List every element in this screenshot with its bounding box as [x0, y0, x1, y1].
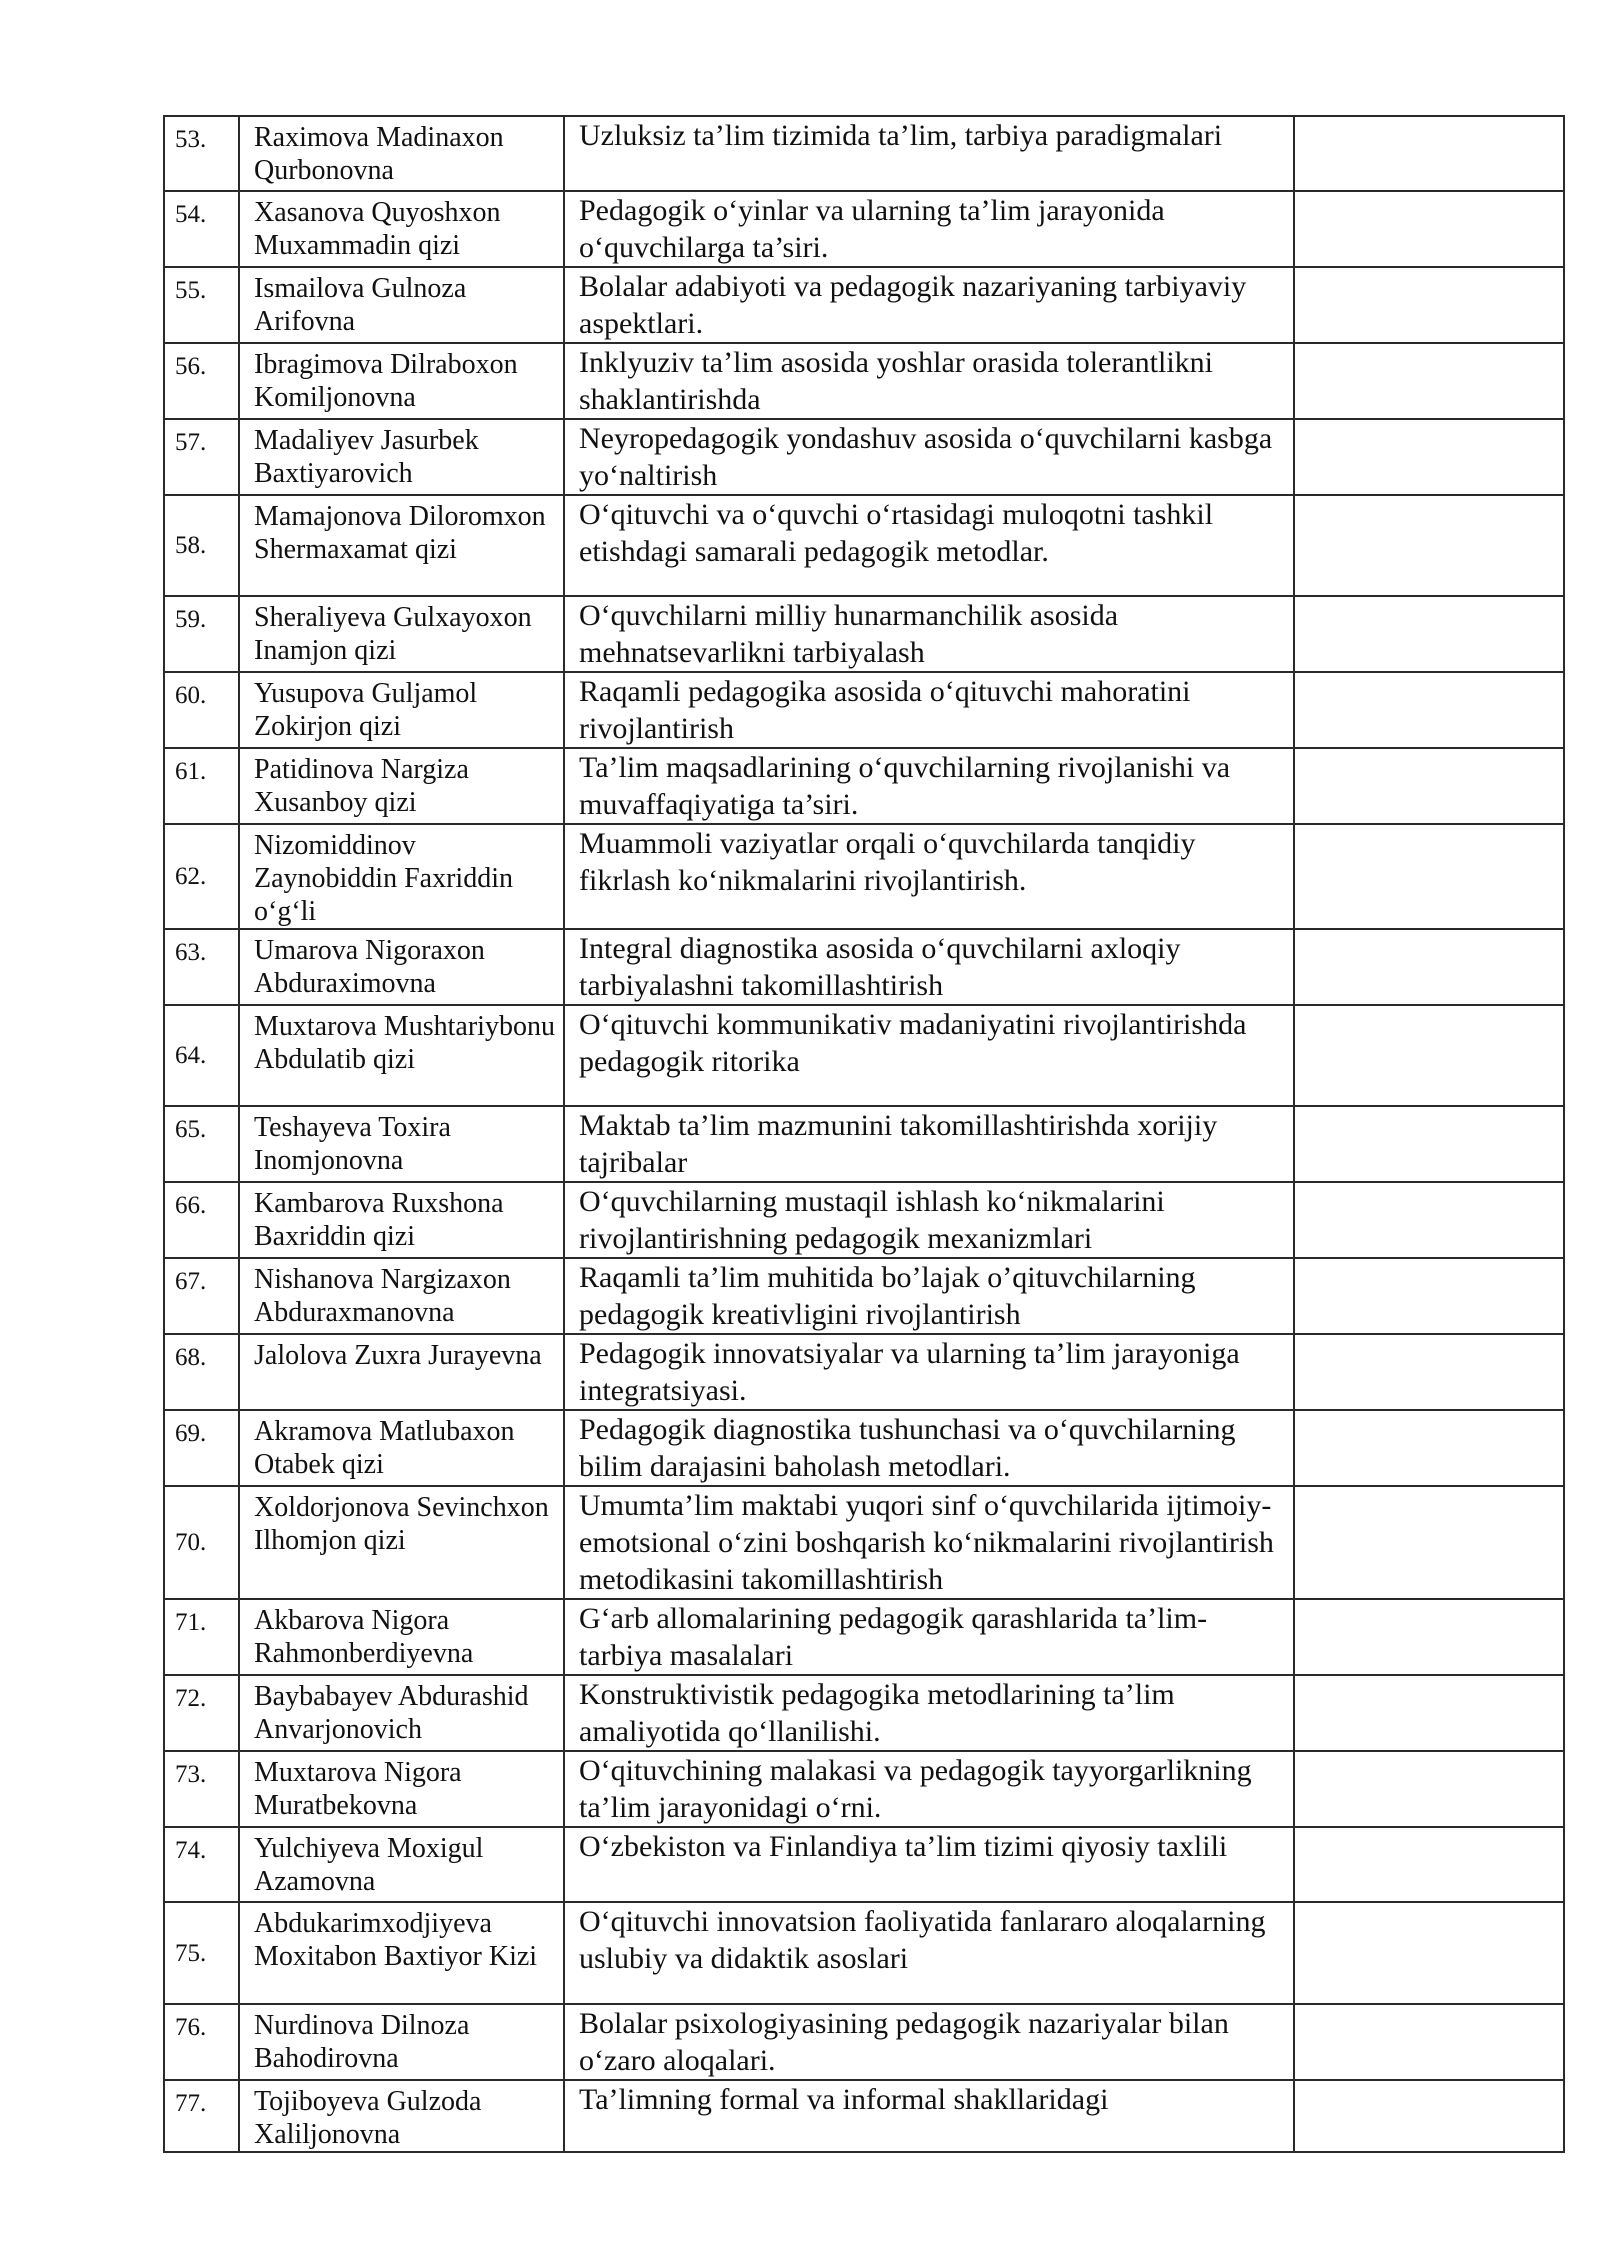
student-name: Patidinova Nargiza Xusanboy qizi [239, 748, 564, 824]
table-row [164, 1751, 1564, 1827]
row-number: 67. [164, 1258, 239, 1334]
empty-cell [1294, 267, 1564, 343]
empty-cell [1294, 596, 1564, 672]
row-number: 55. [164, 267, 239, 343]
empty-cell [1294, 1182, 1564, 1258]
row-number: 54. [164, 191, 239, 267]
empty-cell [1294, 343, 1564, 419]
student-name: Jalolova Zuxra Jurayevna [239, 1334, 564, 1410]
research-topic: O‘zbekiston va Finlandiya ta’lim tizimi qiyosiy taxlili [564, 1827, 1294, 1902]
row-number: 68. [164, 1334, 239, 1410]
research-topic: Bolalar adabiyoti va pedagogik nazariyaning tarbiyaviy aspektlari. [564, 267, 1294, 343]
row-number: 62. [164, 824, 239, 929]
table-row [164, 191, 1564, 267]
research-topic: Raqamli ta’lim muhitida bo’lajak o’qituvchilarning pedagogik kreativligini rivojlantirish [564, 1258, 1294, 1334]
research-topic: Muammoli vaziyatlar orqali o‘quvchilarda tanqidiy fikrlash ko‘nikmalarini rivojlantirish. [564, 824, 1294, 929]
table-row [164, 596, 1564, 672]
table-row [164, 1106, 1564, 1182]
row-number: 56. [164, 343, 239, 419]
table-row [164, 672, 1564, 748]
research-topic: O‘qituvchi innovatsion faoliyatida fanlararo aloqalarning uslubiy va didaktik asoslari [564, 1902, 1294, 2004]
table-row [164, 1827, 1564, 1902]
empty-cell [1294, 495, 1564, 596]
table-row [164, 1486, 1564, 1599]
table-row [164, 1410, 1564, 1486]
table-row [164, 495, 1564, 596]
empty-cell [1294, 748, 1564, 824]
table-row [164, 343, 1564, 419]
student-name: Abdukarimxodjiyeva Moxitabon Baxtiyor Kizi [239, 1902, 564, 2004]
empty-cell [1294, 191, 1564, 267]
student-name: Nishanova Nargizaxon Abduraxmanovna [239, 1258, 564, 1334]
row-number: 74. [164, 1827, 239, 1902]
research-topic: O‘quvchilarning mustaqil ishlash ko‘nikmalarini rivojlantirishning pedagogik mexanizmlari [564, 1182, 1294, 1258]
student-name: Akbarova Nigora Rahmonberdiyevna [239, 1599, 564, 1675]
student-name: Raximova Madinaxon Qurbonovna [239, 116, 564, 191]
row-number: 75. [164, 1902, 239, 2004]
student-name: Xasanova Quyoshxon Muxammadin qizi [239, 191, 564, 267]
table-row [164, 824, 1564, 929]
empty-cell [1294, 1675, 1564, 1751]
empty-cell [1294, 1106, 1564, 1182]
student-name: Ismailova Gulnoza Arifovna [239, 267, 564, 343]
research-topic: Bolalar psixologiyasining pedagogik nazariyalar bilan o‘zaro aloqalari. [564, 2004, 1294, 2080]
row-number: 61. [164, 748, 239, 824]
student-name: Baybabayev Abdurashid Anvarjonovich [239, 1675, 564, 1751]
row-number: 70. [164, 1486, 239, 1599]
table-row [164, 1599, 1564, 1675]
research-topic: Ta’limning formal va informal shakllaridagi [564, 2080, 1294, 2152]
row-number: 65. [164, 1106, 239, 1182]
empty-cell [1294, 1827, 1564, 1902]
row-number: 77. [164, 2080, 239, 2152]
row-number: 69. [164, 1410, 239, 1486]
row-number: 64. [164, 1005, 239, 1106]
student-name: Muxtarova Mushtariybonu Abdulatib qizi [239, 1005, 564, 1106]
research-topic: Uzluksiz ta’lim tizimida ta’lim, tarbiya paradigmalari [564, 116, 1294, 191]
research-topic: O‘quvchilarni milliy hunarmanchilik asosida mehnatsevarlikni tarbiyalash [564, 596, 1294, 672]
table-row [164, 2004, 1564, 2080]
table-row [164, 929, 1564, 1005]
research-topic: Neyropedagogik yondashuv asosida o‘quvchilarni kasbga yo‘naltirish [564, 419, 1294, 495]
research-topic: Pedagogik diagnostika tushunchasi va o‘quvchilarning bilim darajasini baholash metodlari. [564, 1410, 1294, 1486]
topics-table [163, 115, 1565, 2153]
empty-cell [1294, 672, 1564, 748]
research-topic: Inklyuziv ta’lim asosida yoshlar orasida tolerantlikni shaklantirishda [564, 343, 1294, 419]
row-number: 72. [164, 1675, 239, 1751]
table-row [164, 1005, 1564, 1106]
table-row [164, 267, 1564, 343]
empty-cell [1294, 1258, 1564, 1334]
row-number: 63. [164, 929, 239, 1005]
student-name: Yulchiyeva Moxigul Azamovna [239, 1827, 564, 1902]
empty-cell [1294, 116, 1564, 191]
student-name: Ibragimova Dilraboxon Komiljonovna [239, 343, 564, 419]
empty-cell [1294, 824, 1564, 929]
research-topic: Konstruktivistik pedagogika metodlarining ta’lim amaliyotida qo‘llanilishi. [564, 1675, 1294, 1751]
row-number: 60. [164, 672, 239, 748]
research-topic: Raqamli pedagogika asosida o‘qituvchi mahoratini rivojlantirish [564, 672, 1294, 748]
research-topic: Umumta’lim maktabi yuqori sinf o‘quvchilarida ijtimoiy-emotsional o‘zini boshqarish ko‘nikmalarini rivojlantirish metodikasini takomillashtirish [564, 1486, 1294, 1599]
row-number: 58. [164, 495, 239, 596]
table-row [164, 1675, 1564, 1751]
student-name: Mamajonova Diloromxon Shermaxamat qizi [239, 495, 564, 596]
student-name: Madaliyev Jasurbek Baxtiyarovich [239, 419, 564, 495]
student-name: Nizomiddinov Zaynobiddin Faxriddin o‘g‘li [239, 824, 564, 929]
row-number: 57. [164, 419, 239, 495]
table-row [164, 748, 1564, 824]
student-name: Tojiboyeva Gulzoda Xaliljonovna [239, 2080, 564, 2152]
row-number: 76. [164, 2004, 239, 2080]
research-topic: Ta’lim maqsadlarining o‘quvchilarning rivojlanishi va muvaffaqiyatiga ta’siri. [564, 748, 1294, 824]
topics-table-body [164, 116, 1564, 2152]
row-number: 73. [164, 1751, 239, 1827]
empty-cell [1294, 419, 1564, 495]
table-row [164, 116, 1564, 191]
empty-cell [1294, 1486, 1564, 1599]
table-row [164, 1902, 1564, 2004]
table-row [164, 1258, 1564, 1334]
research-topic: O‘qituvchining malakasi va pedagogik tayyorgarlikning ta’lim jarayonidagi o‘rni. [564, 1751, 1294, 1827]
student-name: Yusupova Guljamol Zokirjon qizi [239, 672, 564, 748]
row-number: 59. [164, 596, 239, 672]
empty-cell [1294, 2004, 1564, 2080]
empty-cell [1294, 1410, 1564, 1486]
research-topic: Pedagogik o‘yinlar va ularning ta’lim jarayonida o‘quvchilarga ta’siri. [564, 191, 1294, 267]
research-topic: Integral diagnostika asosida o‘quvchilarni axloqiy tarbiyalashni takomillashtirish [564, 929, 1294, 1005]
empty-cell [1294, 1005, 1564, 1106]
empty-cell [1294, 1334, 1564, 1410]
table-row [164, 1182, 1564, 1258]
empty-cell [1294, 2080, 1564, 2152]
student-name: Nurdinova Dilnoza Bahodirovna [239, 2004, 564, 2080]
table-row [164, 1334, 1564, 1410]
student-name: Teshayeva Toxira Inomjonovna [239, 1106, 564, 1182]
empty-cell [1294, 1751, 1564, 1827]
research-topic: O‘qituvchi va o‘quvchi o‘rtasidagi muloqotni tashkil etishdagi samarali pedagogik metodlar. [564, 495, 1294, 596]
research-topic: Maktab ta’lim mazmunini takomillashtirishda xorijiy tajribalar [564, 1106, 1294, 1182]
empty-cell [1294, 1902, 1564, 2004]
empty-cell [1294, 929, 1564, 1005]
student-name: Muxtarova Nigora Muratbekovna [239, 1751, 564, 1827]
student-name: Akramova Matlubaxon Otabek qizi [239, 1410, 564, 1486]
student-name: Sheraliyeva Gulxayoxon Inamjon qizi [239, 596, 564, 672]
student-name: Xoldorjonova Sevinchxon Ilhomjon qizi [239, 1486, 564, 1599]
row-number: 66. [164, 1182, 239, 1258]
research-topic: G‘arb allomalarining pedagogik qarashlarida ta’lim-tarbiya masalalari [564, 1599, 1294, 1675]
table-row [164, 419, 1564, 495]
student-name: Umarova Nigoraxon Abduraximovna [239, 929, 564, 1005]
research-topic: Pedagogik innovatsiyalar va ularning ta’lim jarayoniga integratsiyasi. [564, 1334, 1294, 1410]
row-number: 53. [164, 116, 239, 191]
row-number: 71. [164, 1599, 239, 1675]
student-name: Kambarova Ruxshona Baxriddin qizi [239, 1182, 564, 1258]
empty-cell [1294, 1599, 1564, 1675]
research-topic: O‘qituvchi kommunikativ madaniyatini rivojlantirishda pedagogik ritorika [564, 1005, 1294, 1106]
table-row [164, 2080, 1564, 2152]
